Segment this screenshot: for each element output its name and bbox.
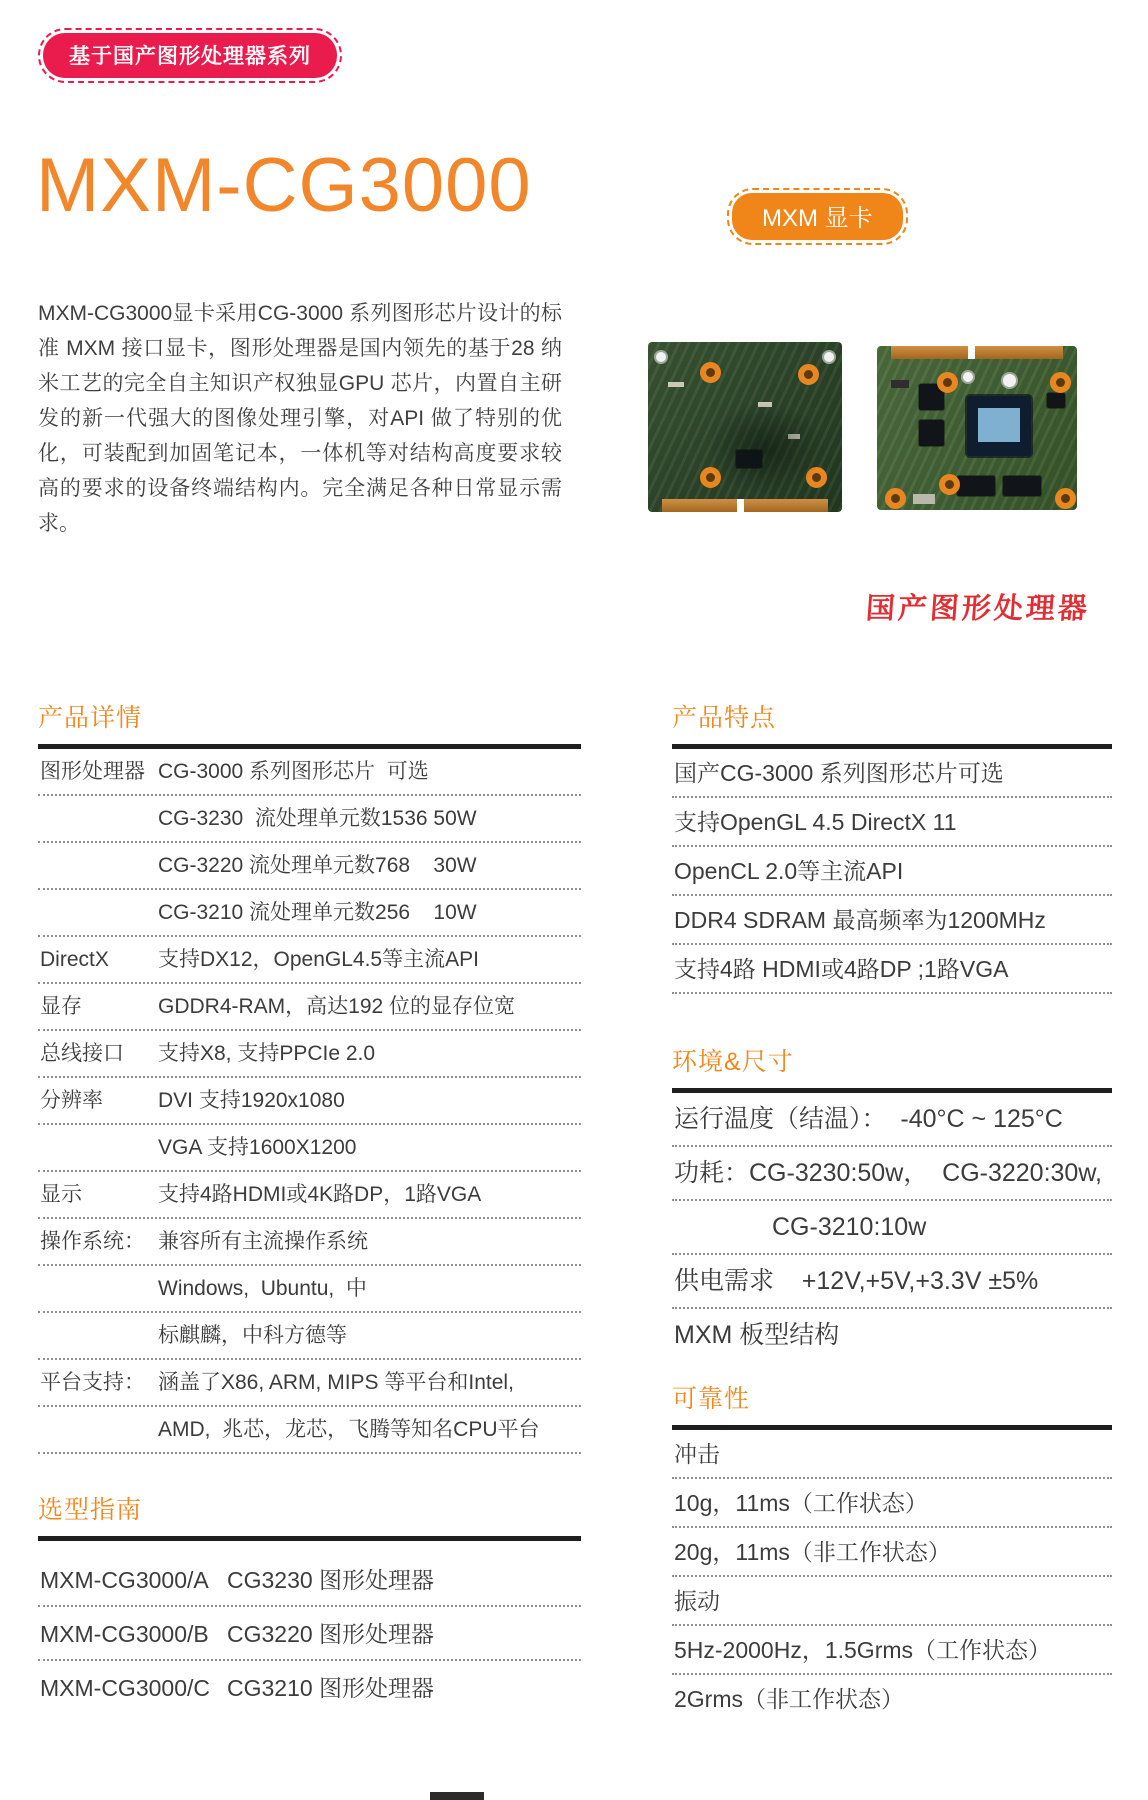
model-name: MXM-CG3000/C <box>40 1675 210 1701</box>
reliability-item: 振动 <box>672 1577 1112 1626</box>
edge-connector <box>891 346 1063 359</box>
gpu-die <box>978 408 1020 442</box>
model-name: MXM-CG3000/A <box>40 1567 209 1593</box>
section-reliability <box>672 1379 1112 1722</box>
spec-row <box>38 937 581 984</box>
mount-hole <box>937 372 958 393</box>
product-photos <box>648 338 1078 514</box>
spec-row <box>38 984 581 1031</box>
product-type-badge <box>727 188 908 245</box>
smd-part <box>913 494 935 504</box>
reliability-item: 20g，11ms（非工作状态） <box>672 1528 1112 1577</box>
spec-value: 支持X8, 支持PPCIe 2.0 <box>158 1042 376 1065</box>
spec-row <box>38 1219 581 1266</box>
spec-label: 平台支持： <box>40 1371 145 1394</box>
spec-row <box>38 796 581 843</box>
env-row: 运行温度（结温）： -40°C ~ 125°C <box>672 1093 1112 1147</box>
section-environment <box>672 1042 1112 1361</box>
spec-label <box>40 854 158 878</box>
feature-item: OpenCL 2.0等主流API <box>672 847 1112 896</box>
section-heading: 可靠性 <box>672 1385 751 1413</box>
smd-part <box>668 382 684 387</box>
memory-chip <box>919 420 944 446</box>
spec-row <box>38 749 581 796</box>
memory-chip <box>1047 393 1065 408</box>
spec-value: 涵盖了X86, ARM, MIPS 等平台和Intel, <box>158 1371 514 1394</box>
spec-label <box>40 1277 158 1301</box>
memory-chip <box>957 476 995 496</box>
reliability-item: 2Grms（非工作状态） <box>674 1686 904 1712</box>
spec-label <box>40 901 158 925</box>
corner-hole <box>822 350 836 364</box>
series-badge <box>38 28 342 83</box>
right-column <box>672 698 1112 1722</box>
mount-hole <box>939 474 960 495</box>
page-title: MXM-CG3000 <box>36 143 532 228</box>
mount-hole <box>700 362 721 383</box>
edge-connector <box>662 499 829 512</box>
mount-hole <box>700 467 721 488</box>
mount-hole <box>885 488 906 509</box>
spec-value: AMD, 兆芯，龙芯，飞腾等知名CPU平台 <box>158 1418 540 1441</box>
spec-value: CG-3000 系列图形芯片 可选 <box>158 760 429 783</box>
spec-row <box>38 890 581 937</box>
spec-row <box>38 1313 581 1360</box>
spec-label: 图形处理器 <box>40 760 145 783</box>
env-row: 功耗：CG-3230:50w， CG-3220:30w, <box>672 1147 1112 1201</box>
smd-part <box>758 402 772 407</box>
memory-chip <box>1003 476 1041 496</box>
spec-value: 支持4路HDMI或4K路DP，1路VGA <box>158 1183 482 1206</box>
selection-row <box>38 1553 581 1607</box>
heading-rule <box>38 1536 581 1541</box>
smd-part <box>891 380 909 388</box>
section-heading: 产品详情 <box>38 704 143 732</box>
spec-row <box>38 1172 581 1219</box>
spec-label <box>40 1136 158 1160</box>
spec-row <box>38 1031 581 1078</box>
spec-value: 兼容所有主流操作系统 <box>158 1230 368 1253</box>
component-chip <box>736 450 762 468</box>
feature-item: 国产CG-3000 系列图形芯片可选 <box>672 749 1112 798</box>
spec-row <box>38 1360 581 1407</box>
model-desc: CG3230 图形处理器 <box>227 1567 435 1593</box>
section-heading: 选型指南 <box>38 1496 143 1524</box>
calligraphy-stamp: 国产图形处理器 <box>864 591 1092 625</box>
spec-label <box>40 807 158 831</box>
section-heading: 环境&尺寸 <box>672 1048 794 1076</box>
env-row: 供电需求 +12V,+5V,+3.3V ±5% <box>672 1255 1112 1309</box>
env-row: CG-3210:10w <box>672 1201 1112 1255</box>
reliability-item: 冲击 <box>672 1430 1112 1479</box>
selection-row <box>38 1607 581 1661</box>
selection-row <box>38 1661 581 1713</box>
series-badge-label: 基于国产图形处理器系列 <box>43 33 337 78</box>
section-heading: 产品特点 <box>672 704 777 732</box>
spec-value: Windows, Ubuntu, 中 <box>158 1277 367 1300</box>
spec-value: GDDR4-RAM，高达192 位的显存位宽 <box>158 995 516 1018</box>
section-product-details <box>38 698 581 1454</box>
pcb-back-photo <box>648 342 842 512</box>
spec-label: 总线接口 <box>40 1042 124 1065</box>
spec-label <box>40 1324 158 1348</box>
spec-row <box>38 1266 581 1313</box>
smd-part <box>788 434 800 439</box>
feature-item: 支持OpenGL 4.5 DirectX 11 <box>672 798 1112 847</box>
spec-label: 分辨率 <box>40 1089 103 1112</box>
spec-label: DirectX <box>40 948 109 971</box>
model-name: MXM-CG3000/B <box>40 1621 209 1647</box>
pcb-front-photo <box>877 346 1077 510</box>
spec-label <box>40 1418 158 1442</box>
mount-hole <box>1050 372 1071 393</box>
spec-row <box>38 1125 581 1172</box>
mount-hole <box>806 467 827 488</box>
spec-value: 标麒麟，中科方德等 <box>158 1324 347 1347</box>
footer-mark <box>430 1792 484 1800</box>
reliability-item: 5Hz-2000Hz，1.5Grms（工作状态） <box>672 1626 1112 1675</box>
corner-hole <box>654 350 668 364</box>
feature-item: DDR4 SDRAM 最高频率为1200MHz <box>672 896 1112 945</box>
mount-hole <box>798 364 819 385</box>
env-row: MXM 板型结构 <box>674 1321 840 1349</box>
marking-dot <box>961 370 975 384</box>
marking-dot <box>1001 372 1018 389</box>
spec-value: CG-3210 流处理单元数256 10W <box>158 901 477 924</box>
spec-label: 显存 <box>40 995 82 1018</box>
feature-item: 支持4路 HDMI或4路DP ;1路VGA <box>672 945 1112 994</box>
section-selection-guide <box>38 1490 581 1713</box>
spec-label: 显示 <box>40 1183 82 1206</box>
spec-value: CG-3230 流处理单元数1536 50W <box>158 807 477 830</box>
reliability-item: 10g，11ms（工作状态） <box>672 1479 1112 1528</box>
left-column <box>38 698 581 1713</box>
intro-paragraph: MXM-CG3000显卡采用CG-3000 系列图形芯片设计的标准 MXM 接口显卡，图形处理器是国内领先的基于28 纳米工艺的完全自主知识产权独显GPU 芯片，内置自主研发的新一代强大的图像处理引擎，对API 做了特别的优化，可装配到加固笔记本，一体机等对结构高度要求较高的要求的设备终端结构内。完全满足各种日常显示需求。 <box>38 302 562 535</box>
spec-row <box>38 1407 581 1454</box>
model-desc: CG3210 图形处理器 <box>227 1675 435 1701</box>
spec-value: 支持DX12，OpenGL4.5等主流API <box>158 948 479 971</box>
product-type-badge-label: MXM 显卡 <box>732 193 903 240</box>
spec-row <box>38 843 581 890</box>
section-features <box>672 698 1112 994</box>
spec-value: DVI 支持1920x1080 <box>158 1089 345 1112</box>
spec-row <box>38 1078 581 1125</box>
spec-value: CG-3220 流处理单元数768 30W <box>158 854 477 877</box>
model-desc: CG3220 图形处理器 <box>227 1621 435 1647</box>
gpu-chip <box>967 396 1031 456</box>
spec-value: VGA 支持1600X1200 <box>158 1136 357 1159</box>
spec-label: 操作系统： <box>40 1230 145 1253</box>
selection-rows <box>38 1553 581 1713</box>
mount-hole <box>1055 488 1076 509</box>
